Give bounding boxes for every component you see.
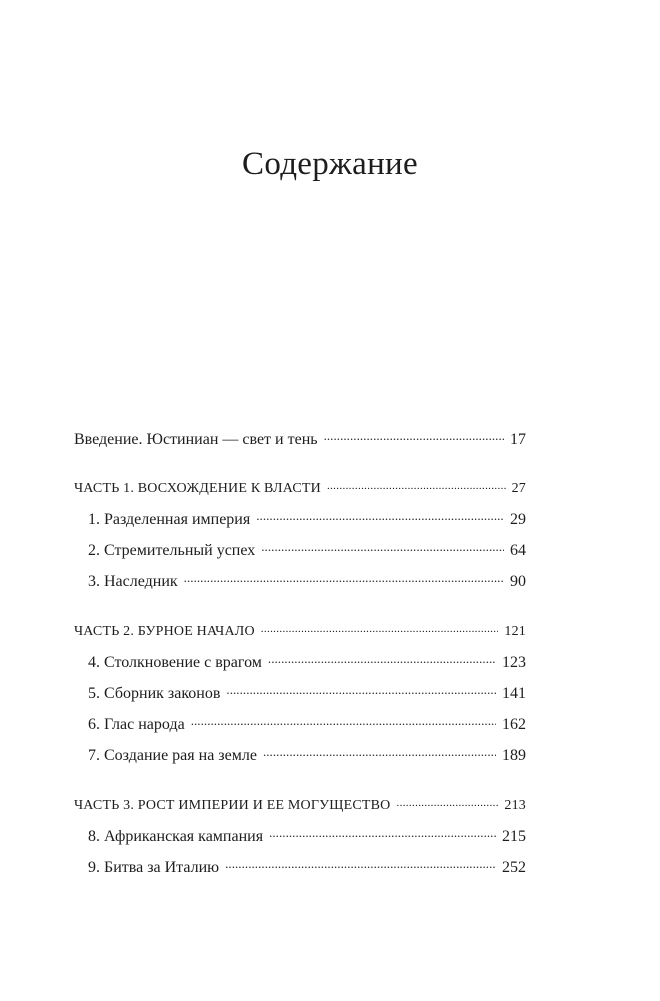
toc-entry-label: 7. Создание рая на земле bbox=[88, 747, 257, 764]
dot-leader bbox=[263, 744, 496, 760]
toc-entry-page: 121 bbox=[504, 624, 526, 639]
toc-entry-page: 215 bbox=[502, 828, 526, 845]
dot-leader bbox=[397, 795, 499, 809]
toc-entry-chapter-8 bbox=[74, 825, 526, 846]
toc-entry-page: 162 bbox=[502, 716, 526, 733]
dot-leader bbox=[256, 508, 504, 524]
toc-entry-label: ЧАСТЬ 3. РОСТ ИМПЕРИИ И ЕЕ МОГУЩЕСТВО bbox=[74, 798, 391, 813]
dot-leader bbox=[225, 856, 496, 872]
toc-entry-page: 189 bbox=[502, 747, 526, 764]
toc-entry-chapter-6 bbox=[74, 713, 526, 734]
toc-entry-chapter-5 bbox=[74, 682, 526, 703]
toc-entry-chapter-1 bbox=[74, 508, 526, 529]
dot-leader bbox=[327, 478, 506, 492]
toc-entry-page: 90 bbox=[510, 573, 526, 590]
toc-entry-label: Введение. Юстиниан — свет и тень bbox=[74, 431, 318, 448]
toc-entry-page: 213 bbox=[504, 798, 526, 813]
dot-leader bbox=[268, 651, 496, 667]
toc-entry-page: 27 bbox=[511, 481, 526, 496]
toc-entry-chapter-7 bbox=[74, 744, 526, 765]
toc-entry-introduction bbox=[74, 428, 526, 449]
toc-entry-part-1 bbox=[74, 478, 526, 497]
toc-entry-part-2 bbox=[74, 621, 526, 640]
dot-leader bbox=[269, 825, 496, 841]
toc-entry-label: 3. Наследник bbox=[88, 573, 178, 590]
page-title: Содержание bbox=[242, 146, 418, 182]
toc-entry-page: 141 bbox=[502, 685, 526, 702]
toc-entry-label: 8. Африканская кампания bbox=[88, 828, 264, 845]
toc-entry-chapter-9 bbox=[74, 856, 526, 877]
dot-leader bbox=[261, 539, 504, 555]
toc-entry-label: 5. Сборник законов bbox=[88, 685, 221, 702]
toc-entry-chapter-3 bbox=[74, 570, 526, 591]
toc-entry-page: 252 bbox=[502, 859, 526, 876]
dot-leader bbox=[324, 428, 504, 444]
toc-entry-page: 17 bbox=[510, 431, 526, 448]
toc-entry-label: 1. Разделенная империя bbox=[88, 511, 251, 528]
toc-entry-label: 2. Стремительный успех bbox=[88, 542, 256, 559]
toc-entry-page: 29 bbox=[510, 511, 526, 528]
toc-entry-part-3 bbox=[74, 795, 526, 814]
toc-entry-label: 4. Столкновение с врагом bbox=[88, 654, 262, 671]
toc-entry-chapter-4 bbox=[74, 651, 526, 672]
dot-leader bbox=[226, 682, 496, 698]
toc-entry-label: ЧАСТЬ 2. БУРНОЕ НАЧАЛО bbox=[74, 624, 255, 639]
dot-leader bbox=[184, 570, 504, 586]
toc-entry-label: ЧАСТЬ 1. ВОСХОЖДЕНИЕ К ВЛАСТИ bbox=[74, 481, 321, 496]
dot-leader bbox=[261, 621, 499, 635]
toc-entry-label: 6. Глас народа bbox=[88, 716, 185, 733]
toc-entry-page: 123 bbox=[502, 654, 526, 671]
toc-entry-chapter-2 bbox=[74, 539, 526, 560]
toc-entry-label: 9. Битва за Италию bbox=[88, 859, 220, 876]
dot-leader bbox=[191, 713, 496, 729]
toc-entry-page: 64 bbox=[510, 542, 526, 559]
